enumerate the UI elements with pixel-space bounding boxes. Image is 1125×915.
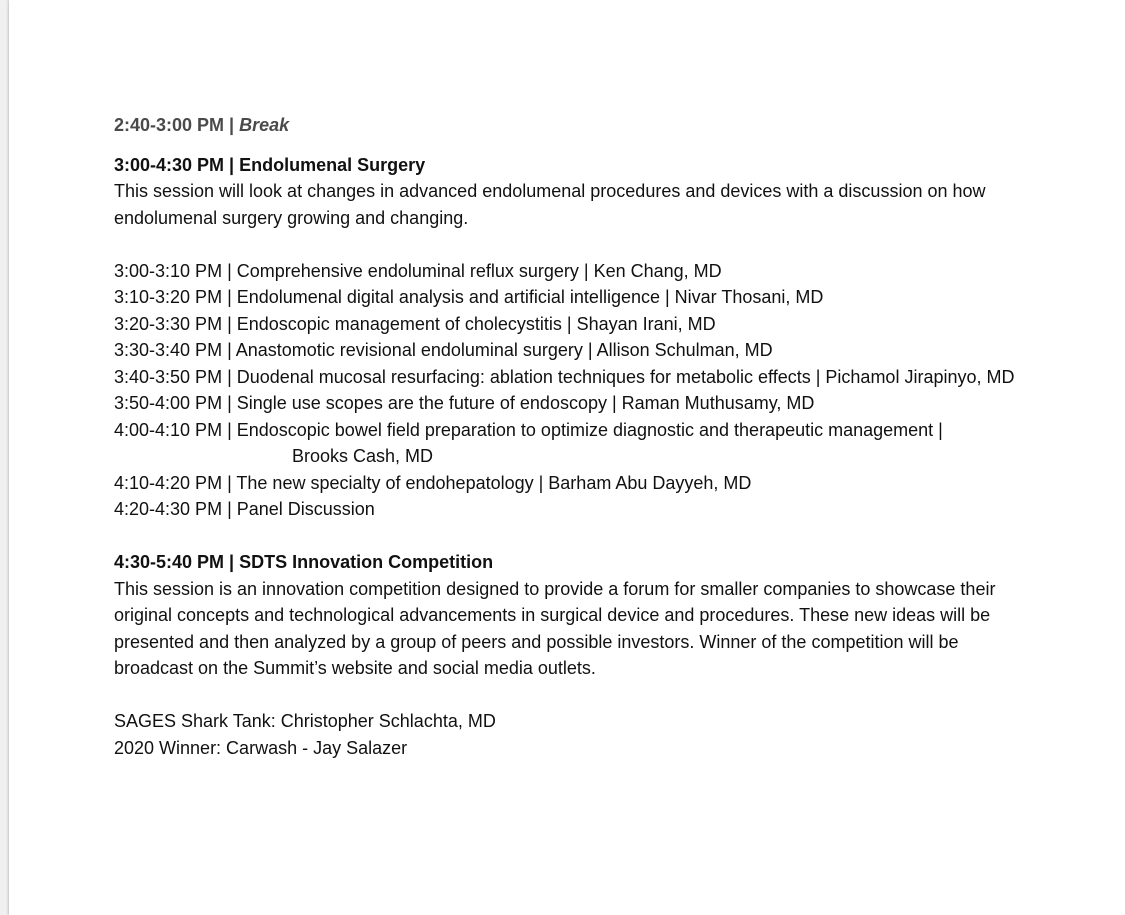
break-time: 2:40-3:00 PM | (114, 115, 240, 135)
document-content (114, 112, 1119, 761)
document-page (9, 0, 1125, 915)
break-label: Break (239, 115, 290, 135)
schedule-item: 3:10-3:20 PM | Endolumenal digital analysis and artificial intelligence | Nivar Thosani, MD (114, 287, 824, 307)
schedule-item: 3:30-3:40 PM | Anastomotic revisional endoluminal surgery | Allison Schulman, MD (114, 340, 773, 360)
break-line (114, 112, 1119, 139)
session-description-line: presented and then analyzed by a group of peers and possible investors. Winner of the competition will be (114, 631, 959, 652)
schedule-item: 3:50-4:00 PM | Single use scopes are the future of endoscopy | Raman Muthusamy, MD (114, 393, 815, 413)
shark-tank-line: SAGES Shark Tank: Christopher Schlachta, MD (114, 711, 496, 731)
session-title-innovation: 4:30-5:40 PM | SDTS Innovation Competition (114, 552, 494, 572)
schedule-item: 4:20-4:30 PM | Panel Discussion (114, 499, 375, 519)
schedule-item: 4:00-4:10 PM | Endoscopic bowel field preparation to optimize diagnostic and therapeutic management | (114, 419, 943, 440)
session-description-line: broadcast on the Summit’s website and social media outlets. (114, 658, 596, 678)
schedule-item: 3:20-3:30 PM | Endoscopic management of cholecystitis | Shayan Irani, MD (114, 313, 716, 334)
winner-line: 2020 Winner: Carwash - Jay Salazer (114, 737, 408, 758)
session-description-line: original concepts and technological advancements in surgical device and procedures. These new ideas will be (114, 605, 991, 625)
schedule-item: 3:40-3:50 PM | Duodenal mucosal resurfacing: ablation techniques for metabolic effects | Pichamol Jirapinyo, MD (114, 366, 1015, 387)
schedule-item: 4:10-4:20 PM | The new specialty of endohepatology | Barham Abu Dayyeh, MD (114, 472, 752, 493)
session-description-line: This session will look at changes in advanced endolumenal procedures and devices with a discussion on how (114, 181, 986, 201)
endolumenal-schedule (114, 258, 1119, 523)
innovation-footer (114, 708, 1119, 761)
schedule-item-continuation: Brooks Cash, MD (292, 446, 434, 466)
session-description-line: This session is an innovation competition designed to provide a forum for smaller companies to showcase their (114, 578, 996, 599)
session-title-endolumenal: 3:00-4:30 PM | Endolumenal Surgery (114, 154, 426, 175)
schedule-item: 3:00-3:10 PM | Comprehensive endoluminal reflux surgery | Ken Chang, MD (114, 260, 722, 281)
session-description-line: endolumenal surgery growing and changing. (114, 207, 469, 228)
